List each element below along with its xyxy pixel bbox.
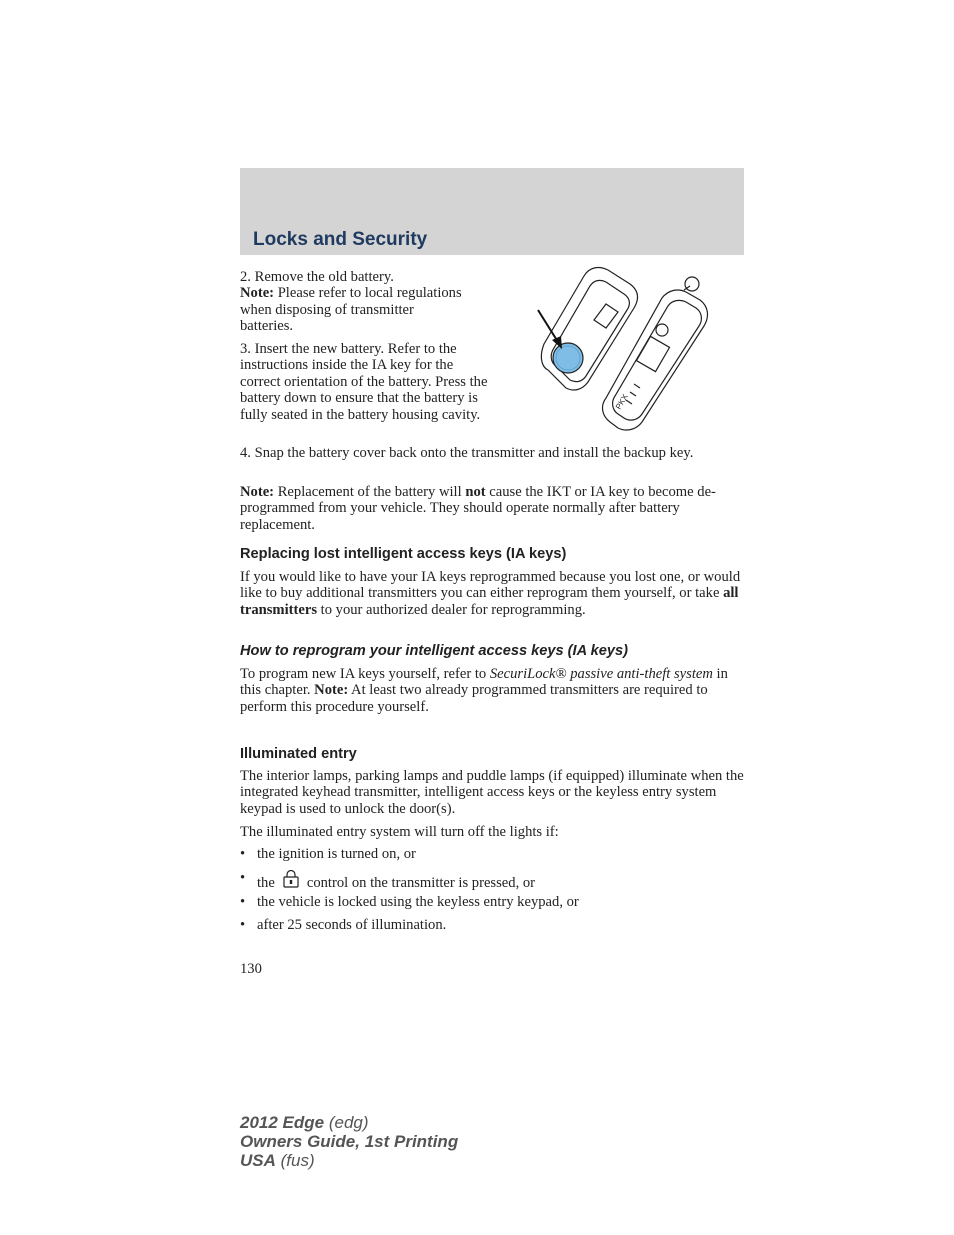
step-3-paragraph: 3. Insert the new battery. Refer to the instructions inside the IA key for the correct orientation of the battery. Press the battery down to ensure that the battery is fully seated in the battery housing cavity. xyxy=(240,341,488,423)
page-number: 130 xyxy=(240,961,262,977)
step-2-paragraph xyxy=(240,269,470,335)
footer-market: USA xyxy=(240,1151,276,1170)
illuminated-entry-paragraph-2: The illuminated entry system will turn off the lights if: xyxy=(240,824,559,840)
battery-note-emphasis: not xyxy=(465,484,486,500)
battery-note-label: Note: xyxy=(240,484,275,500)
footer-model-code: (edg) xyxy=(324,1113,369,1132)
svg-text:PKX: PKX xyxy=(613,392,630,411)
reprogram-text-a: To program new IA keys yourself, refer to xyxy=(240,666,490,682)
document-footer xyxy=(240,1113,458,1170)
lock-icon xyxy=(281,870,301,888)
illuminated-entry-paragraph-1: The interior lamps, parking lamps and puddle lamps (if equipped) illuminate when the integrated keyhead transmitter, intelligent access keys or the keyless entry system keypad is used to unlock the door(s). xyxy=(240,768,744,817)
securilock-reference: SecuriLock® passive anti-theft system xyxy=(489,666,713,682)
bullet-text-b: control on the transmitter is pressed, or xyxy=(306,875,536,891)
reprogram-keys-paragraph xyxy=(240,666,745,715)
footer-model: 2012 Edge xyxy=(240,1113,325,1132)
illuminated-entry-heading: Illuminated entry xyxy=(240,746,357,762)
reprogram-note-label: Note: xyxy=(314,682,349,699)
replacing-keys-paragraph xyxy=(240,569,745,618)
section-title: Locks and Security xyxy=(253,229,428,250)
bullet-glyph: • xyxy=(240,894,246,910)
bullet-text-a: the xyxy=(257,875,275,891)
battery-note-text-a: Replacement of the battery will xyxy=(274,484,466,500)
bullet-text xyxy=(257,870,535,891)
battery-coin-cell-icon xyxy=(553,343,583,373)
bullet-text: the ignition is turned on, or xyxy=(257,846,416,862)
bullet-text: after 25 seconds of illumination. xyxy=(257,917,447,933)
replacing-text-bold: all transmitters xyxy=(240,585,739,618)
bullet-glyph: • xyxy=(240,917,246,933)
section-header-band xyxy=(240,168,744,255)
reprogram-text-b: in this chapter. xyxy=(240,666,728,699)
battery-note-paragraph xyxy=(240,484,745,533)
step-2-note-text: Please refer to local regulations when disposing of transmitter batteries. xyxy=(240,285,462,335)
replacing-text-b: to your authorized dealer for reprogramming. xyxy=(317,601,586,618)
replacing-keys-heading: Replacing lost intelligent access keys (IA keys) xyxy=(240,546,567,562)
step-2-text: 2. Remove the old battery. xyxy=(240,269,394,285)
step-4-paragraph: 4. Snap the battery cover back onto the transmitter and install the backup key. xyxy=(240,445,694,461)
replacing-text-a: If you would like to have your IA keys reprogrammed because you lost one, or would like to buy additional transmitters you can either reprogram them yourself, or take xyxy=(240,569,741,602)
reprogram-text-c: At least two already programmed transmitters are required to perform this procedure yourself. xyxy=(240,682,708,715)
step-2-note-label: Note: xyxy=(240,285,275,302)
bullet-glyph: • xyxy=(240,870,246,886)
arrow-pointer-icon xyxy=(538,310,562,349)
bullet-glyph: • xyxy=(240,846,246,862)
reprogram-keys-heading: How to reprogram your intelligent access keys (IA keys) xyxy=(240,643,628,659)
transmitter-battery-illustration xyxy=(534,262,746,438)
footer-line-2: Owners Guide, 1st Printing xyxy=(240,1132,459,1151)
footer-line-3 xyxy=(240,1151,458,1170)
footer-line-1 xyxy=(240,1113,458,1132)
footer-market-code: (fus) xyxy=(275,1151,315,1170)
battery-note-text-b: cause the IKT or IA key to become de-programmed from your vehicle. They should operate normally after battery replacement. xyxy=(240,484,716,533)
bullet-text: the vehicle is locked using the keyless entry keypad, or xyxy=(257,894,579,910)
